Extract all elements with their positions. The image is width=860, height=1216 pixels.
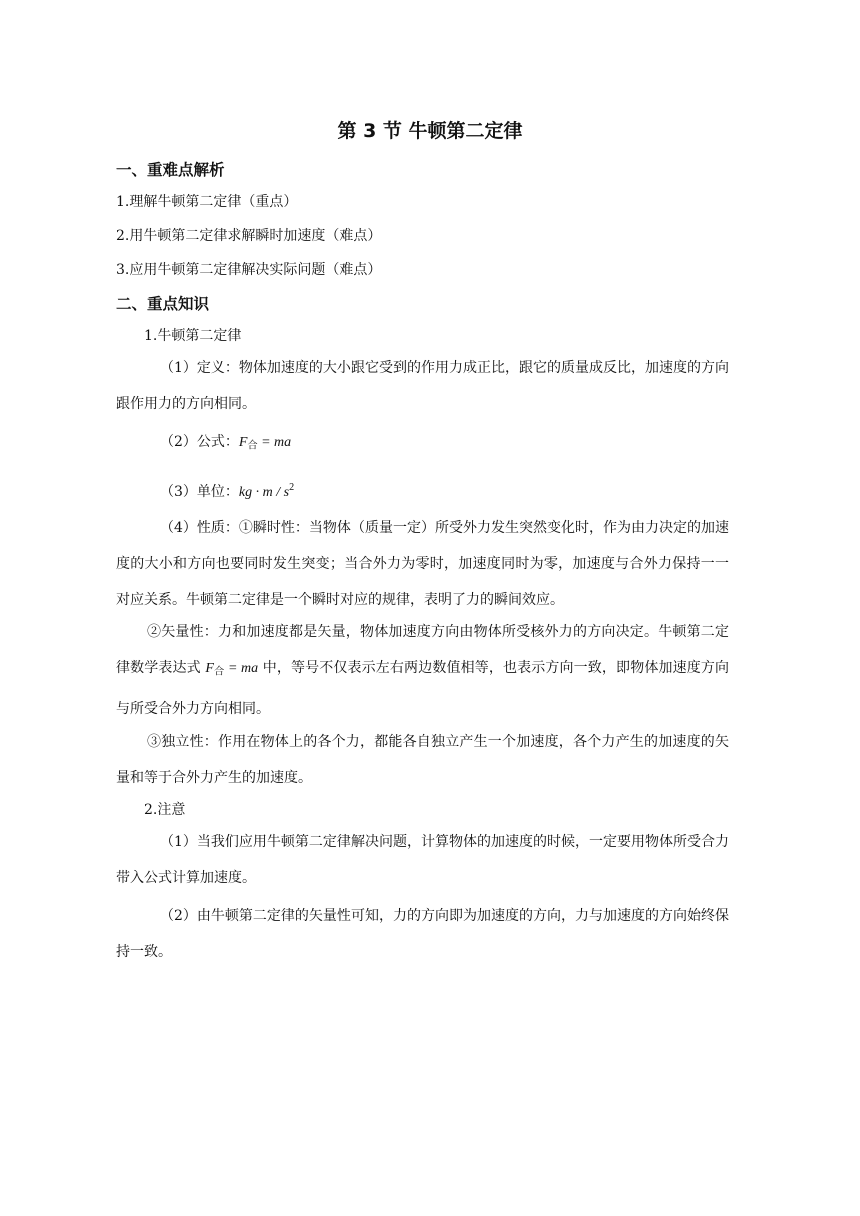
property-independence-paragraph: ③独立性：作用在物体上的各个力，都能各自独立产生一个加速度，各个力产生的加速度的矢量和等于合外力产生的加速度。 — [116, 734, 729, 786]
page-title: 第 3 节 牛顿第二定律 — [337, 120, 523, 142]
section-heading-key-points: 一、重难点解析 — [116, 161, 225, 179]
definition-paragraph: （1）定义：物体加速度的大小跟它受到的作用力成正比，跟它的质量成反比，加速度的方向跟作用力的方向相同。 — [116, 360, 729, 412]
formula-label: （2）公式： — [160, 434, 239, 450]
list-item: 1.理解牛顿第二定律（重点） — [116, 194, 298, 210]
subheading-notes: 2.注意 — [144, 802, 186, 818]
unit-expression: kg · m / $s^2$ — [238, 481, 295, 500]
formula-line — [160, 431, 291, 452]
unit-label: （3）单位： — [160, 484, 239, 500]
property-vector-paragraph: ②矢量性：力和加速度都是矢量，物体加速度方向由物体所受核外力的方向决定。牛顿第二定律数学表达式 $F_合$ = ma 中，等号不仅表示左右两边数值相等，也表示方向一致，即物体加速度方向与所受合外力方向相同。 — [116, 624, 729, 717]
section-heading-knowledge: 二、重点知识 — [116, 295, 210, 313]
list-item: 2.用牛顿第二定律求解瞬时加速度（难点） — [116, 228, 382, 244]
note-paragraph: （2）由牛顿第二定律的矢量性可知，力的方向即为加速度的方向，力与加速度的方向始终保持一致。 — [116, 908, 729, 960]
subheading-newton-second-law: 1.牛顿第二定律 — [144, 328, 242, 344]
list-item: 3.应用牛顿第二定律解决实际问题（难点） — [116, 262, 382, 278]
unit-line — [160, 481, 294, 501]
note-paragraph: （1）当我们应用牛顿第二定律解决问题，计算物体的加速度的时候，一定要用物体所受合力带入公式计算加速度。 — [116, 834, 729, 886]
formula-expression: $F_合$ = ma — [238, 435, 292, 452]
property-instantaneity-paragraph: （4）性质：①瞬时性：当物体（质量一定）所受外力发生突然变化时，作为由力决定的加速度的大小和方向也要同时发生突变；当合外力为零时，加速度同时为零，加速度与合外力保持一一对应关系。牛顿第二定律是一个瞬时对应的规律，表明了力的瞬间效应。 — [116, 520, 729, 608]
